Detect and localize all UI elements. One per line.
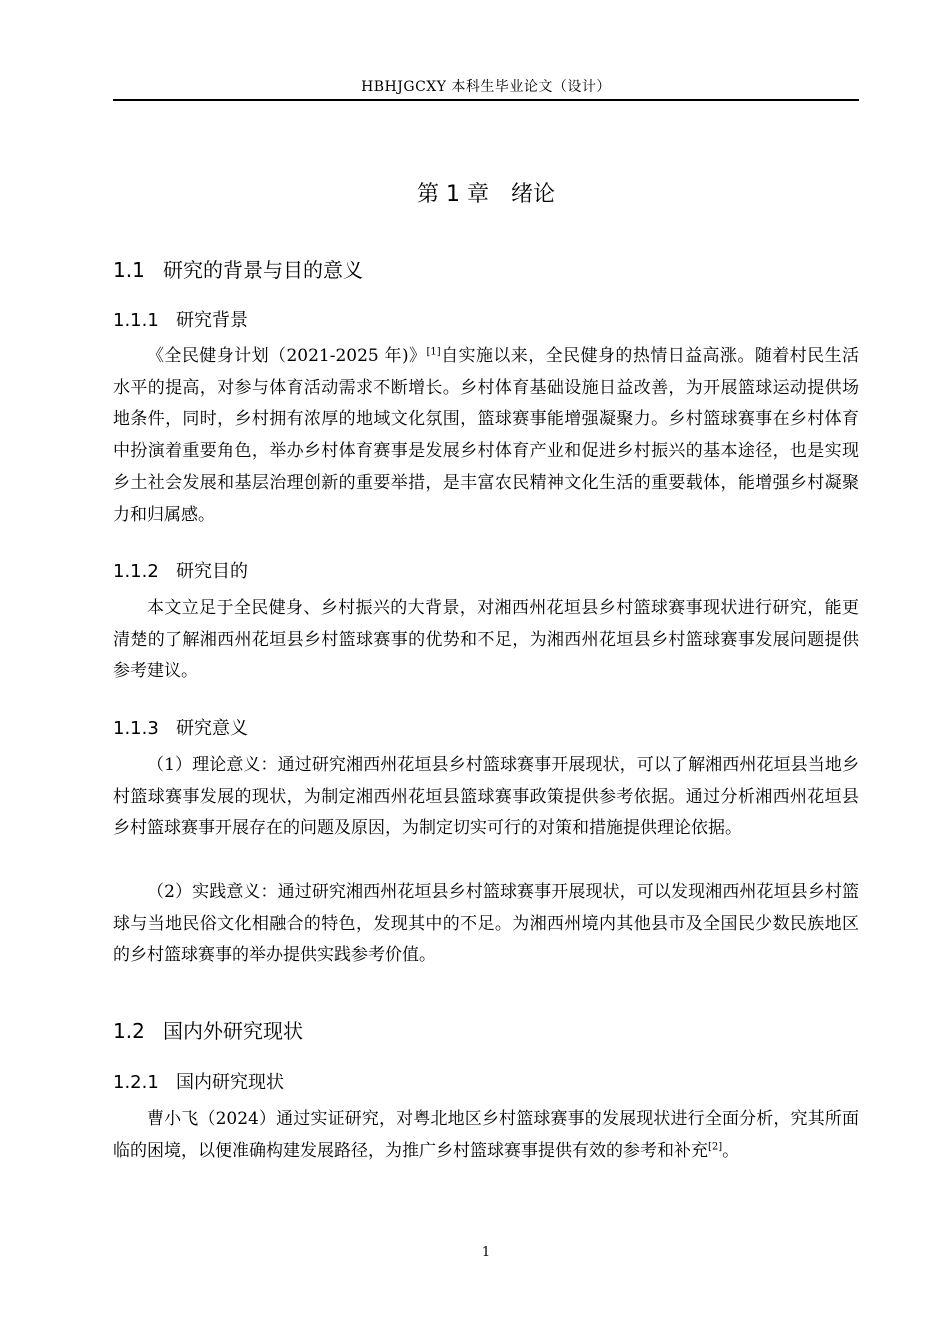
paragraph-text: 。 (722, 1140, 740, 1161)
section-heading-1-2-1 (113, 1068, 284, 1094)
section-heading-1-1-2 (113, 557, 248, 583)
section-title: 研究目的 (176, 561, 248, 582)
section-heading-1-2 (113, 1015, 303, 1044)
paragraph-text: 《全民健身计划（2021-2025 年)》 (147, 346, 427, 366)
section-title: 国内外研究现状 (163, 1019, 303, 1043)
section-number: 1.1 (113, 258, 145, 282)
citation-ref: [2] (708, 1141, 723, 1153)
paragraph-text: 曹小飞（2024）通过实证研究，对粤北地区乡村篮球赛事的发展现状进行全面分析，究其所面临的困境，以便准确构建发展路径，为推广乡村篮球赛事提供有效的参考和补充 (113, 1109, 859, 1161)
page-header: HBHJGCXY 本科生毕业论文（设计） (361, 79, 611, 95)
section-number: 1.1.1 (113, 310, 159, 331)
paragraph-significance-practice: （2）实践意义：通过研究湘西州花垣县乡村篮球赛事开展现状，可以发现湘西州花垣县乡村篮球与当地民俗文化相融合的特色，发现其中的不足。为湘西州境内其他县市及全国民少数民族地区的乡村篮球赛事的举办提供实践参考价值。 (113, 882, 859, 966)
paragraph-text: 自实施以来，全民健身的热情日益高涨。随着村民生活水平的提高，对参与体育活动需求不断增长。乡村体育基础设施日益改善，为开展篮球运动提供场地条件，同时，乡村拥有浓厚的地域文化氛围，篮球赛事能增强凝聚力。乡村篮球赛事在乡村体育中扮演着重要角色，举办乡村体育赛事是发展乡村体育产业和促进乡村振兴的基本途径，也是实现乡土社会发展和基层治理创新的重要举措，是丰富农民精神文化生活的重要载体，能增强乡村凝聚力和归属感。 (113, 346, 859, 525)
chapter-title: 第 1 章 绪论 (417, 182, 555, 207)
page-number: 1 (481, 1245, 491, 1260)
paragraph-significance-theory: （1）理论意义：通过研究湘西州花垣县乡村篮球赛事开展现状，可以了解湘西州花垣县当地乡村篮球赛事发展的现状，为制定湘西州花垣县篮球赛事政策提供参考依据。通过分析湘西州花垣县乡村篮球赛事开展存在的问题及原因，为制定切实可行的对策和措施提供理论依据。 (113, 755, 859, 839)
section-number: 1.1.3 (113, 718, 159, 739)
citation-ref: [1] (426, 346, 441, 358)
paragraph-background (113, 341, 859, 531)
section-number: 1.1.2 (113, 561, 159, 582)
section-number: 1.2 (113, 1019, 145, 1043)
header-rule (113, 99, 859, 101)
section-title: 研究背景 (176, 310, 248, 331)
section-title: 国内研究现状 (176, 1072, 284, 1093)
paragraph-purpose: 本文立足于全民健身、乡村振兴的大背景，对湘西州花垣县乡村篮球赛事现状进行研究，能更清楚的了解湘西州花垣县乡村篮球赛事的优势和不足，为湘西州花垣县乡村篮球赛事发展问题提供参考建议。 (113, 598, 859, 682)
section-heading-1-1-1 (113, 306, 248, 332)
section-title: 研究意义 (176, 718, 248, 739)
section-number: 1.2.1 (113, 1072, 159, 1093)
section-heading-1-1 (113, 254, 363, 283)
section-heading-1-1-3 (113, 714, 248, 740)
paragraph-domestic-research (113, 1104, 859, 1167)
section-title: 研究的背景与目的意义 (163, 258, 363, 282)
